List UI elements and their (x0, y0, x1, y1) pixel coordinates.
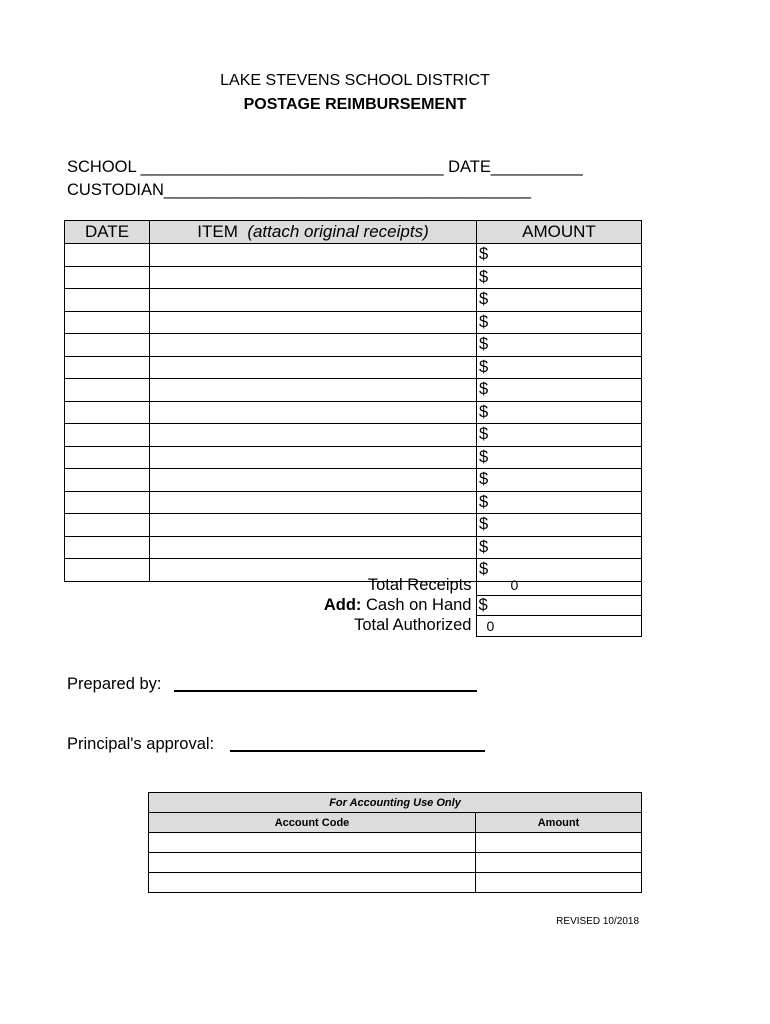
total-authorized-value: 0 (476, 616, 641, 637)
item-cell[interactable] (150, 514, 477, 537)
amount-cell[interactable]: $ (477, 289, 642, 312)
prepared-by-label: Prepared by: (67, 675, 162, 693)
item-cell[interactable] (150, 536, 477, 559)
date-cell[interactable] (65, 491, 150, 514)
item-cell[interactable] (150, 469, 477, 492)
custodian-label: CUSTODIAN (67, 181, 164, 199)
item-cell[interactable] (150, 446, 477, 469)
revision-note: REVISED 10/2018 (556, 916, 639, 927)
date-column-header: DATE (65, 221, 150, 244)
cash-on-hand-row (250, 595, 641, 616)
total-receipts-value: 0 (476, 575, 641, 595)
amount-cell[interactable]: $ (477, 491, 642, 514)
account-code-header: Account Code (149, 813, 476, 833)
total-receipts-label: Total Receipts (367, 575, 472, 594)
date-cell[interactable] (65, 334, 150, 357)
table-row (65, 401, 642, 424)
date-cell[interactable] (65, 244, 150, 267)
item-cell[interactable] (150, 356, 477, 379)
item-cell[interactable] (150, 401, 477, 424)
school-date-row (67, 158, 583, 177)
totals-block (250, 575, 642, 637)
cash-on-hand-label (250, 595, 476, 616)
account-amount-header: Amount (476, 813, 642, 833)
table-row (65, 514, 642, 537)
postage-items-table (64, 220, 642, 582)
item-cell[interactable] (150, 289, 477, 312)
item-cell[interactable] (150, 266, 477, 289)
amount-cell[interactable]: $ (477, 559, 642, 582)
cash-on-hand-field[interactable]: $ (476, 595, 641, 616)
amount-cell[interactable]: $ (477, 311, 642, 334)
total-receipts-row (250, 575, 641, 595)
date-cell[interactable] (65, 536, 150, 559)
amount-cell[interactable]: $ (477, 401, 642, 424)
amount-cell[interactable]: $ (477, 514, 642, 537)
custodian-field[interactable]: ________________________________________ (163, 181, 531, 199)
amount-cell[interactable]: $ (477, 424, 642, 447)
table-row (65, 289, 642, 312)
total-authorized-row (250, 616, 641, 637)
date-field[interactable]: __________ (490, 158, 583, 176)
principal-approval-label: Principal's approval: (67, 735, 215, 753)
cash-on-hand-text: Cash on Hand (366, 595, 472, 614)
table-row (149, 873, 642, 893)
date-cell[interactable] (65, 289, 150, 312)
item-cell[interactable] (150, 379, 477, 402)
total-authorized-label: Total Authorized (354, 616, 472, 635)
date-cell[interactable] (65, 266, 150, 289)
amount-cell[interactable]: $ (477, 356, 642, 379)
account-code-cell[interactable] (149, 873, 476, 893)
table-row (149, 833, 642, 853)
date-cell[interactable] (65, 356, 150, 379)
date-cell[interactable] (65, 446, 150, 469)
accounting-caption: For Accounting Use Only (149, 793, 642, 813)
table-row (65, 491, 642, 514)
item-rows (65, 244, 642, 582)
date-cell[interactable] (65, 311, 150, 334)
custodian-row (67, 181, 531, 200)
table-row (65, 379, 642, 402)
date-cell[interactable] (65, 469, 150, 492)
table-row (65, 446, 642, 469)
item-cell[interactable] (150, 311, 477, 334)
item-cell[interactable] (150, 244, 477, 267)
item-header-label: ITEM (197, 222, 238, 241)
accounting-caption-row (149, 793, 642, 813)
item-header-note: (attach original receipts) (247, 222, 429, 241)
table-row (65, 311, 642, 334)
principal-approval-signature-line[interactable] (230, 750, 485, 752)
account-amount-cell[interactable] (476, 873, 642, 893)
date-cell[interactable] (65, 424, 150, 447)
table-header-row (65, 221, 642, 244)
table-row (149, 853, 642, 873)
item-cell[interactable] (150, 424, 477, 447)
account-amount-cell[interactable] (476, 833, 642, 853)
amount-column-header: AMOUNT (477, 221, 642, 244)
amount-cell[interactable]: $ (477, 536, 642, 559)
date-cell[interactable] (65, 379, 150, 402)
district-name: LAKE STEVENS SCHOOL DISTRICT (220, 72, 490, 89)
accounting-rows (149, 833, 642, 893)
school-field[interactable]: _________________________________ (140, 158, 444, 176)
table-row (65, 334, 642, 357)
accounting-header-row (149, 813, 642, 833)
table-row (65, 266, 642, 289)
amount-cell[interactable]: $ (477, 379, 642, 402)
account-code-cell[interactable] (149, 853, 476, 873)
table-row (65, 356, 642, 379)
item-column-header (150, 221, 477, 244)
form-title: POSTAGE REIMBURSEMENT (243, 96, 467, 113)
table-row (65, 469, 642, 492)
amount-cell[interactable]: $ (477, 469, 642, 492)
item-cell[interactable] (150, 491, 477, 514)
item-cell[interactable] (150, 334, 477, 357)
date-cell[interactable] (65, 514, 150, 537)
table-row (65, 244, 642, 267)
amount-cell[interactable]: $ (477, 244, 642, 267)
date-cell[interactable] (65, 559, 150, 582)
accounting-table (148, 792, 642, 893)
date-cell[interactable] (65, 401, 150, 424)
add-prefix: Add: (323, 595, 362, 614)
account-code-cell[interactable] (149, 833, 476, 853)
table-row (65, 424, 642, 447)
amount-cell[interactable]: $ (477, 334, 642, 357)
school-label: SCHOOL (67, 158, 137, 176)
prepared-by-signature-line[interactable] (174, 690, 477, 692)
table-row (65, 536, 642, 559)
amount-cell[interactable]: $ (477, 266, 642, 289)
account-amount-cell[interactable] (476, 853, 642, 873)
amount-cell[interactable]: $ (477, 446, 642, 469)
date-label: DATE (448, 158, 491, 176)
